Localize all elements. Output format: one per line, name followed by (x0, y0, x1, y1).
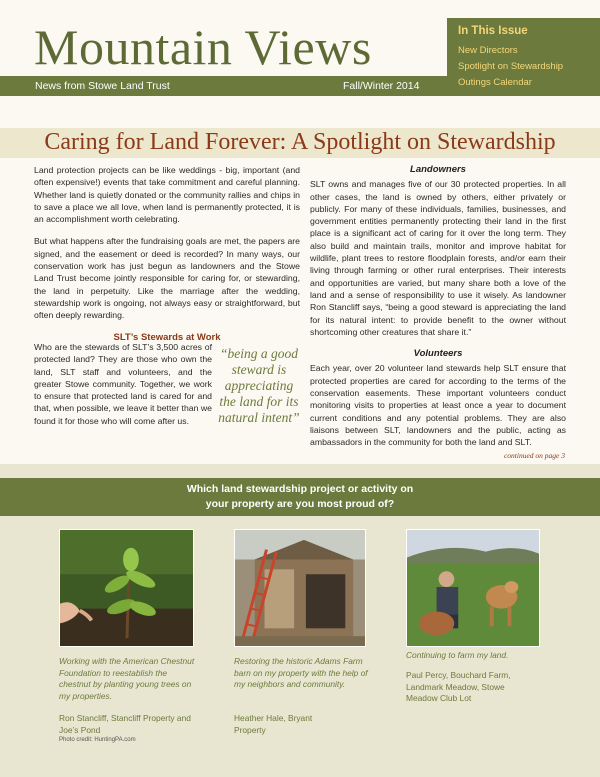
left-paragraph-2: But what happens after the fundraising goals are met, the papers are signed, and the easement or deed is recorded? In many ways, our conservation work has just begun as landowners and the Stowe Land Trust become jointly responsible for caring for, or stewarding, the land in perpetuity. Like the marriage after the wedding, stewardship work is ongoing, not always easy or straightforward, but often deeply rewarding. (34, 236, 300, 321)
caption-3: Continuing to farm my land. (406, 650, 509, 660)
issue-item-outings[interactable]: Outings Calendar (458, 77, 532, 88)
left-paragraph-3: Who are the stewards of SLT’s 3,500 acres of protected land? They are those who own the land, SLT staff and volunteers, and the greater Stowe community. Together, we work to ensure that protected land is cared for and that, when possible, we leave it better than we found it for those who will come after us. (34, 342, 212, 426)
photo-credit-1: Photo credit: HuntingPA.com (59, 737, 136, 743)
headline-banner (0, 128, 600, 158)
in-this-issue-box (447, 18, 600, 96)
masthead-bar (0, 76, 447, 96)
left-paragraph-1: Land protection projects can be like weddings - big, important (and often expensive!) events that take commitment and careful planning. Whether land is quietly donated or the community rallies and chips in to save a place we all love, when land is permanently protected, it is an accomplishment worth celebrating. (34, 165, 300, 225)
issue-season: Fall/Winter 2014 (343, 80, 420, 92)
feature-question-line-2: your property are you most proud of? (205, 498, 395, 510)
right-paragraph-1: SLT owns and manages five of our 30 protected properties. In all other cases, the land is owned by others, either privately or publicly. For many of these individuals, families, businesses, and government entities permanently protecting their land in the first place is a significant act of caring for it over the long term. They also build and maintain trails, monitor and improve habitat for wildlife, plant trees to restore floodplain forests, and/or earn their living through farming or other rural enterprises. Their interests and opportunities are varied, but many share both a love of the land and a sense of responsibility to use it wisely. As landowner Ron Stancliff says, “being a good steward is appreciating the land for its natural intent: to provide benefit to the owner without shortcoming other creatures that share it.” (310, 179, 566, 337)
stewards-subhead: SLT’s Stewards at Work (113, 331, 221, 343)
caption-1: Working with the American Chestnut Foundation to reestablish the chestnut by planting young trees on my properties. (59, 656, 195, 701)
article-headline: Caring for Land Forever: A Spotlight on Stewardship (44, 129, 556, 155)
volunteers-subhead: Volunteers (413, 348, 463, 360)
chestnut-seedling-photo (59, 529, 194, 647)
masthead (0, 0, 600, 128)
barn-restoration-photo (234, 529, 366, 647)
right-column (310, 164, 566, 459)
landowners-subhead: Landowners (410, 164, 466, 175)
right-paragraph-2: Each year, over 20 volunteer land stewards help SLT ensure that protected properties are cared for according to the terms of the conservation easements. These important volunteers conduct monitoring visits to properties at least once a year to document current conditions and any potential problems. They are also liaisons between SLT, landowners and the public, acting as ambassadors in the community for both the land and SLT. (310, 363, 566, 448)
caption-2: Restoring the historic Adams Farm barn on my property with the help of my neighbors and community. (234, 656, 368, 689)
in-this-issue-heading: In This Issue (458, 25, 528, 37)
issue-item-new-directors[interactable]: New Directors (458, 45, 518, 56)
feature-question-banner (0, 478, 600, 516)
attribution-3: Paul Percy, Bouchard Farm, Landmark Meadow, Stowe Meadow Club Lot (406, 670, 511, 703)
attribution-1: Ron Stancliff, Stancliff Property and Joe’s Pond (59, 713, 191, 735)
pull-quote: “being a good steward is appreciating the land for its natural intent” (218, 346, 300, 425)
farm-cows-photo (406, 529, 540, 647)
newsletter-title: Mountain Views (34, 19, 372, 75)
attribution-2: Heather Hale, Bryant Property (234, 713, 313, 735)
continued-link[interactable]: continued on page 3 (503, 451, 565, 460)
issue-item-spotlight[interactable]: Spotlight on Stewardship (458, 61, 564, 72)
masthead-subtitle: News from Stowe Land Trust (35, 80, 170, 92)
left-column (34, 164, 300, 346)
feature-question-line-1: Which land stewardship project or activity on (186, 483, 414, 495)
